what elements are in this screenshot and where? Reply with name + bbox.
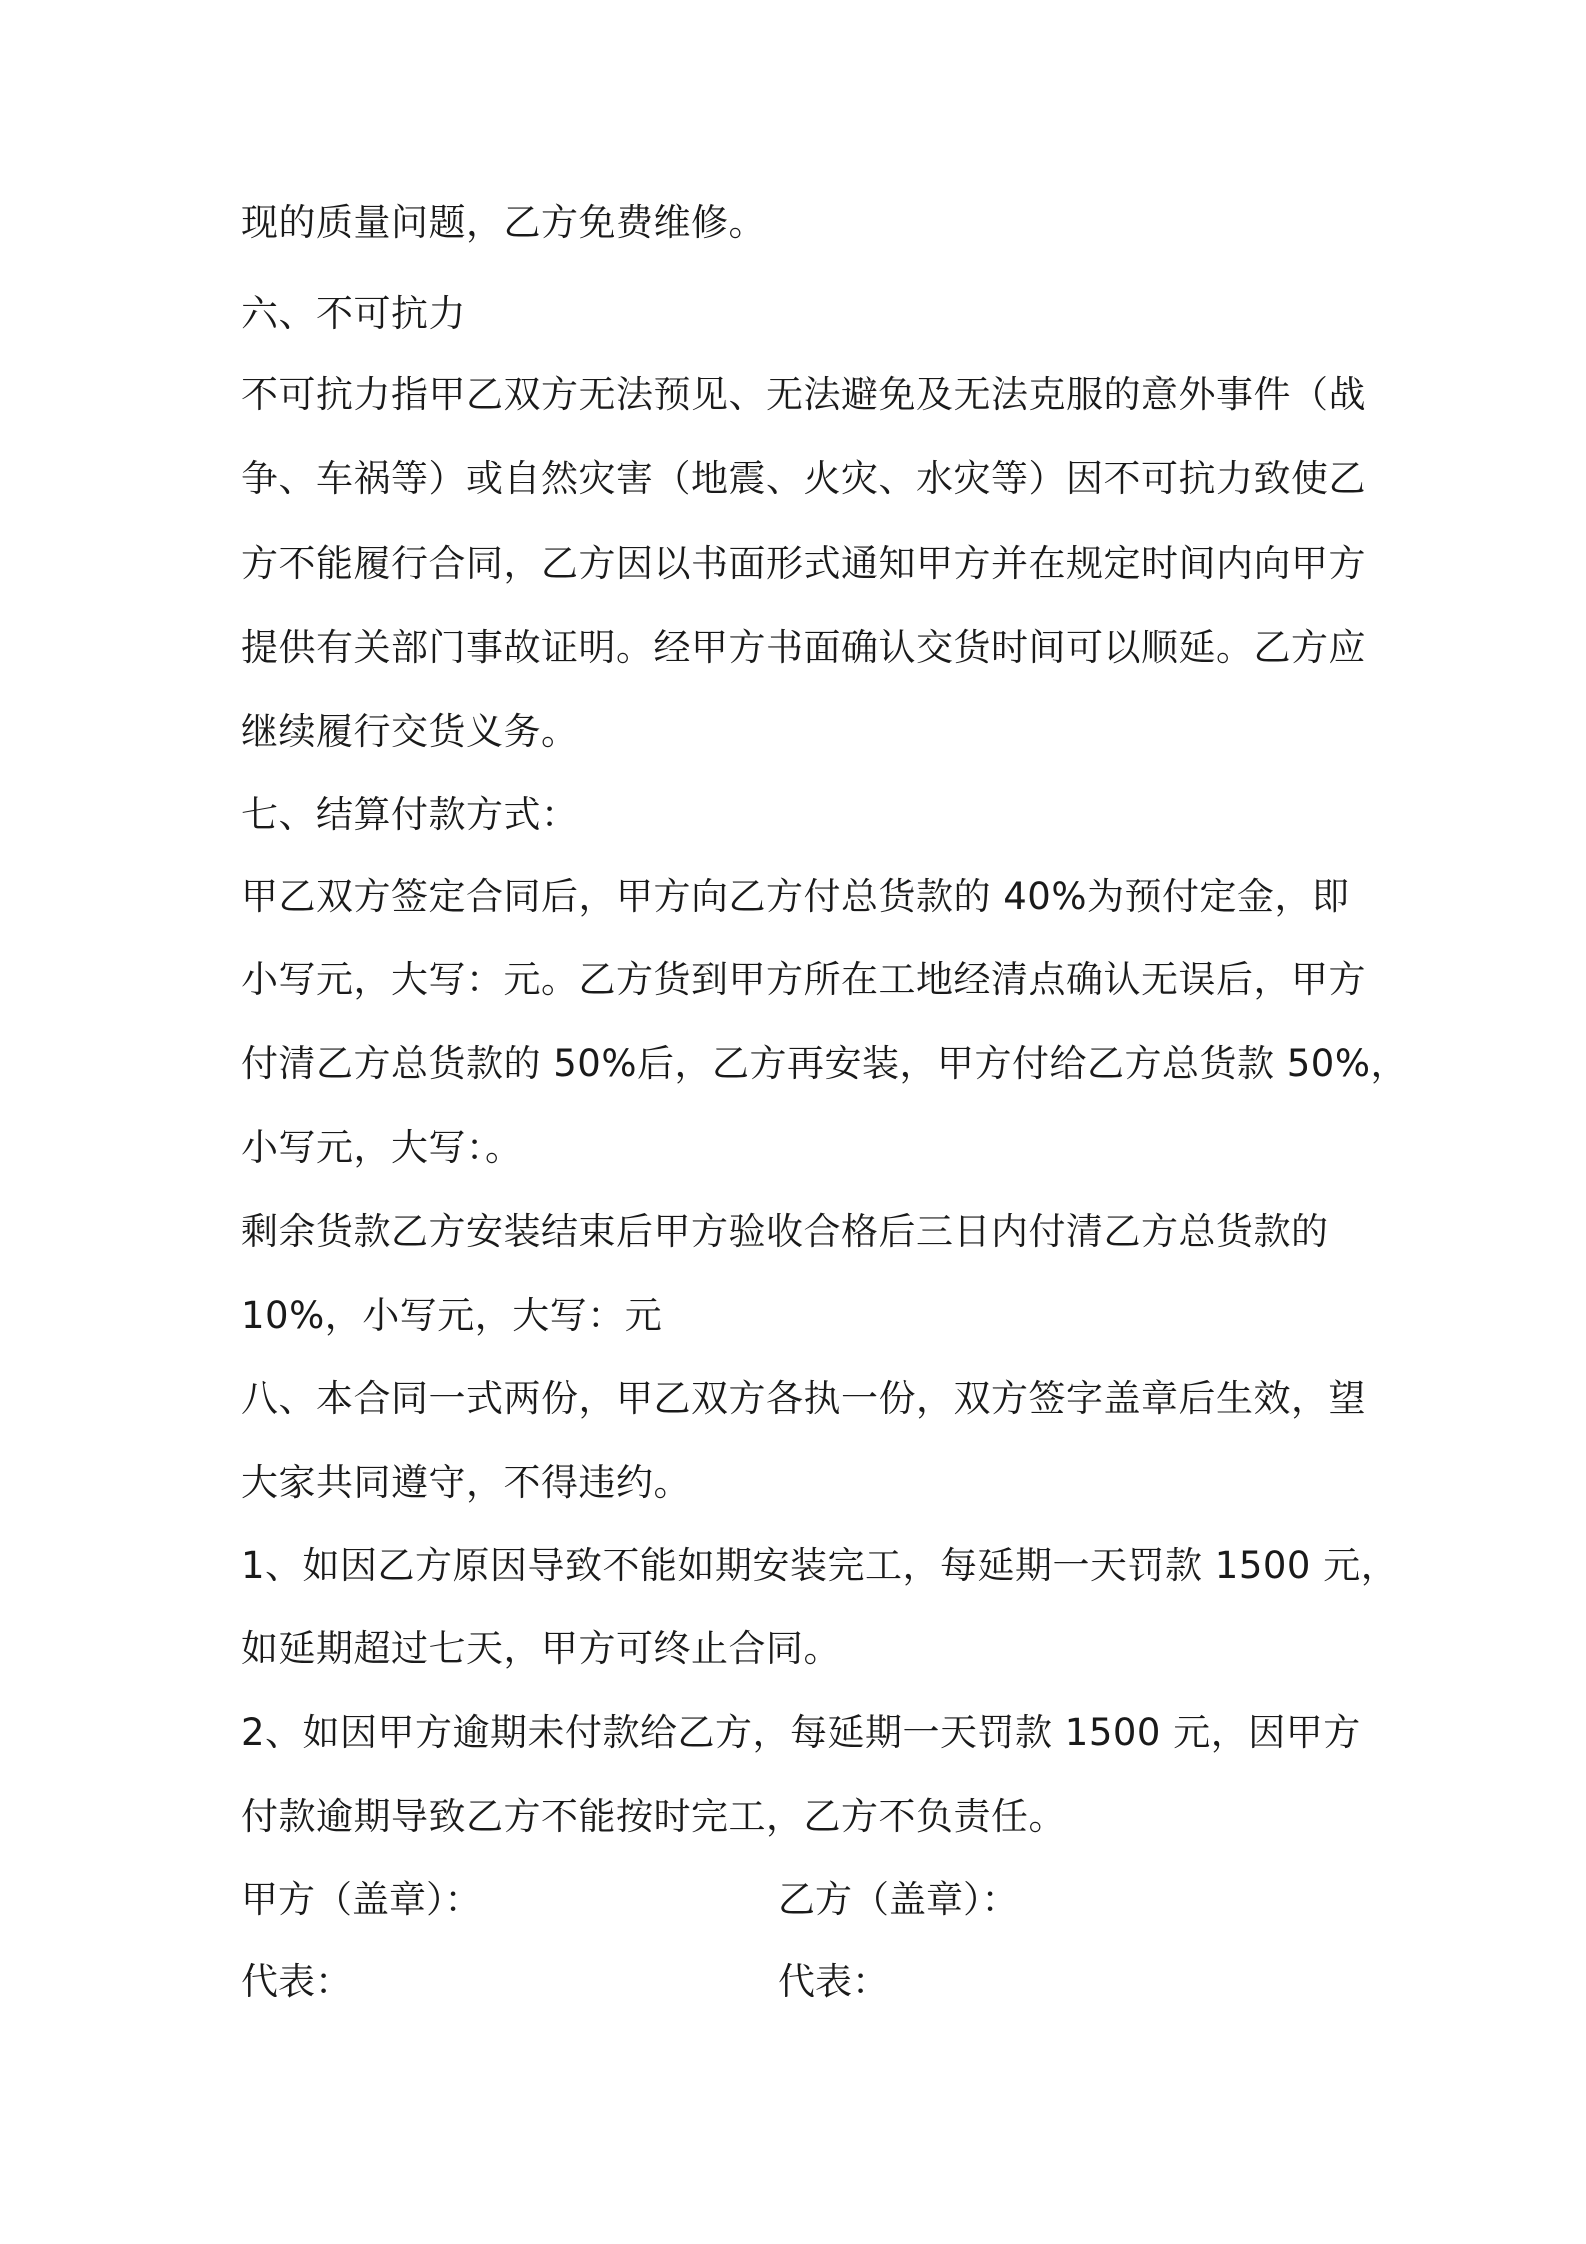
- text-line: 提供有关部门事故证明。经甲方书面确认交货时间可以顺延。乙方应: [241, 626, 1366, 669]
- text-line: 争、车祸等）或自然灾害（地震、火灾、水灾等）因不可抗力致使乙: [241, 457, 1366, 500]
- text-line: 不可抗力指甲乙双方无法预见、无法避免及无法克服的意外事件（战: [241, 373, 1366, 416]
- section-heading-force-majeure: 六、不可抗力: [241, 292, 466, 335]
- text-line: 小写元，大写：元。乙方货到甲方所在工地经清点确认无误后，甲方: [241, 958, 1366, 1001]
- section-heading-payment: 七、结算付款方式：: [241, 793, 579, 836]
- party-b-seal-label: 乙方（盖章）：: [778, 1878, 1019, 1921]
- text-line: 甲乙双方签定合同后，甲方向乙方付总货款的 40%为预付定金，即: [241, 875, 1350, 918]
- party-a-seal-label: 甲方（盖章）：: [241, 1878, 482, 1921]
- text-line: 现的质量问题，乙方免费维修。: [241, 201, 766, 244]
- text-line: 10%，小写元，大写：元: [241, 1294, 663, 1337]
- text-line: 付清乙方总货款的 50%后，乙方再安装，甲方付给乙方总货款 50%，: [241, 1042, 1408, 1085]
- text-line: 方不能履行合同，乙方因以书面形式通知甲方并在规定时间内向甲方: [241, 542, 1366, 585]
- section-heading-copies: 八、本合同一式两份，甲乙双方各执一份，双方签字盖章后生效，望: [241, 1377, 1366, 1420]
- party-a-rep-label: 代表：: [241, 1960, 352, 2003]
- text-line: 付款逾期导致乙方不能按时完工，乙方不负责任。: [241, 1795, 1066, 1838]
- text-line: 如延期超过七天，甲方可终止合同。: [241, 1627, 841, 1670]
- text-line: 剩余货款乙方安装结束后甲方验收合格后三日内付清乙方总货款的: [241, 1210, 1329, 1253]
- text-line: 2、如因甲方逾期未付款给乙方，每延期一天罚款 1500 元，因甲方: [241, 1711, 1361, 1754]
- text-line: 1、如因乙方原因导致不能如期安装完工，每延期一天罚款 1500 元，: [241, 1544, 1399, 1587]
- party-b-rep-label: 代表：: [778, 1960, 889, 2003]
- text-line: 继续履行交货义务。: [241, 710, 579, 753]
- text-line: 大家共同遵守，不得违约。: [241, 1461, 691, 1504]
- text-line: 小写元，大写：。: [241, 1126, 523, 1169]
